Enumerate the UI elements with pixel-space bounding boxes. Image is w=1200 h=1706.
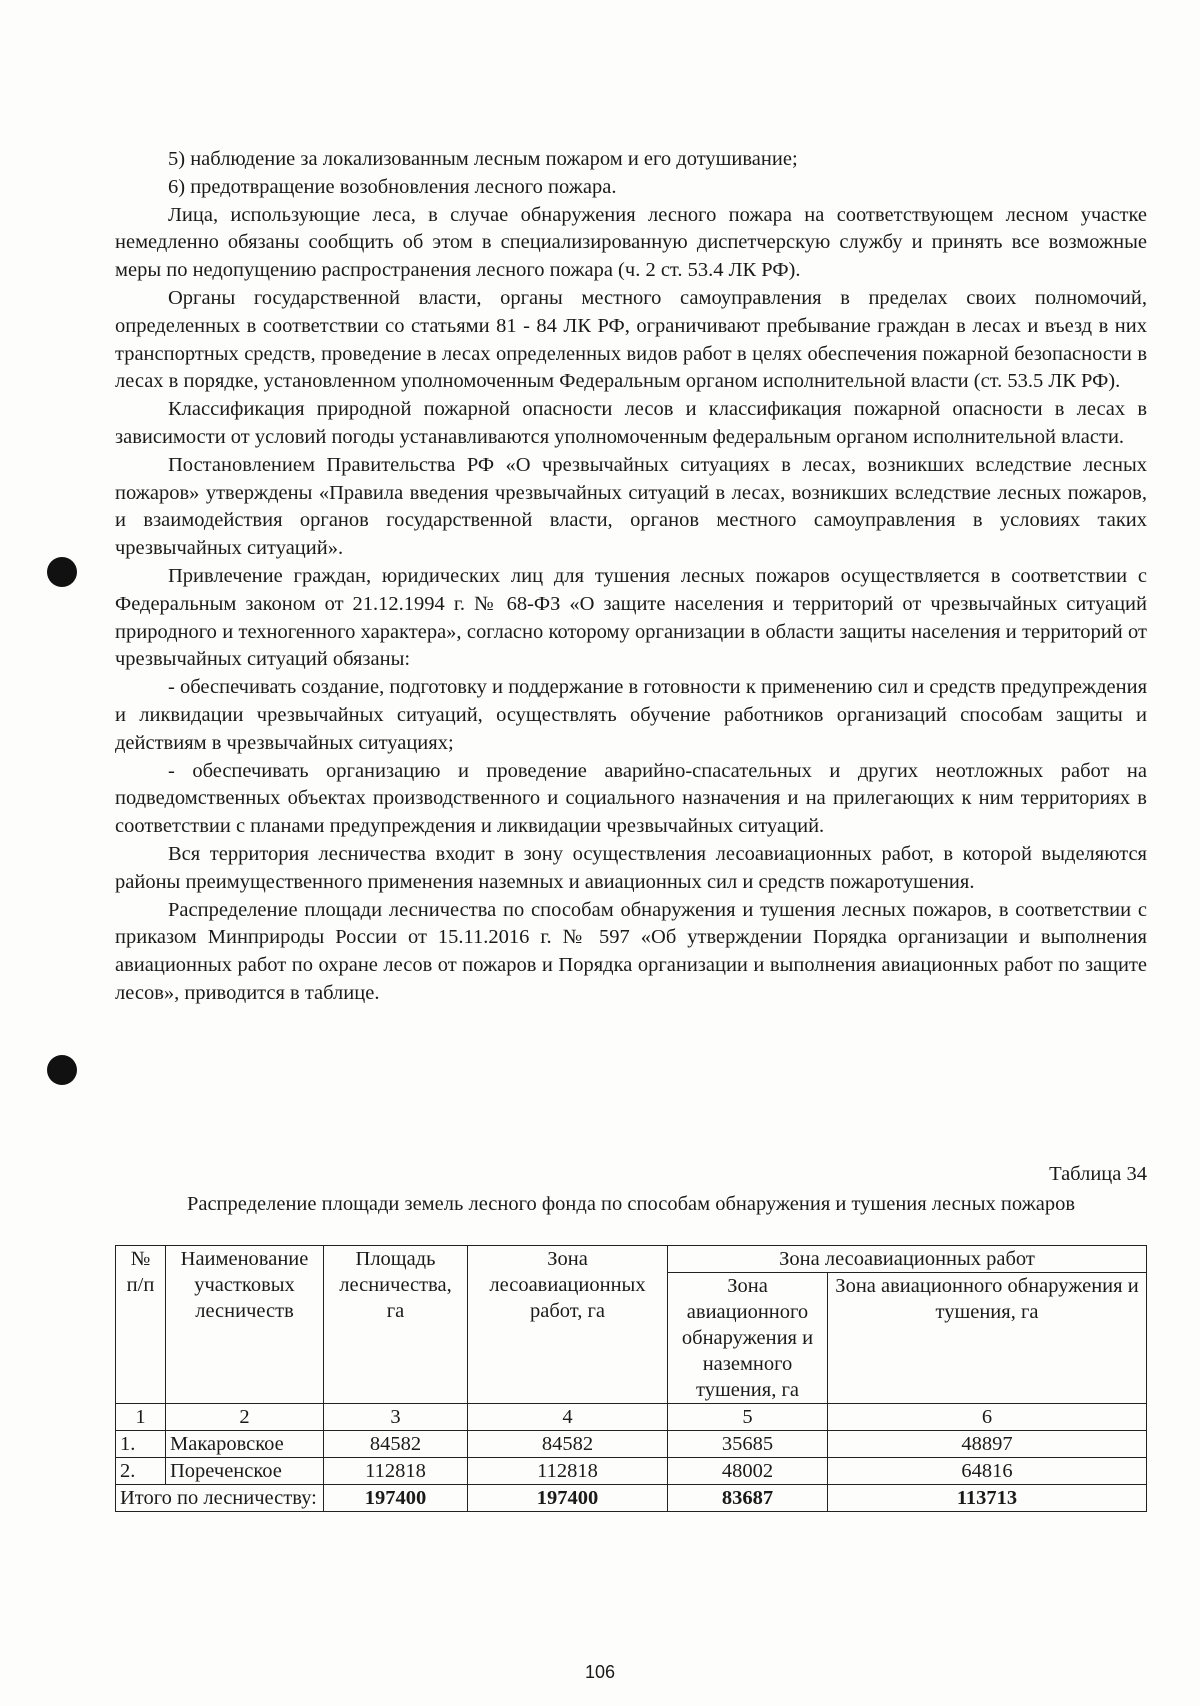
row-name: Макаровское	[166, 1431, 324, 1458]
row-area: 112818	[324, 1458, 468, 1485]
paragraph: Постановлением Правительства РФ «О чрезвычайных ситуациях в лесах, возникших вследствие лесных пожаров» утверждены «Правила введения чрезвычайных ситуаций в лесах, возникших вследствие лесных пожаров, и взаимодействия органов государственной власти, органов местного самоуправления в условиях таких чрезвычайных ситуаций».	[115, 453, 1147, 560]
header-num: № п/п	[116, 1246, 166, 1404]
header-zone-group: Зона лесоавиационных работ	[668, 1246, 1147, 1273]
paragraph: - обеспечивать организацию и проведение аварийно-спасательных и других неотложных работ на подведомственных объектах производственного и социального назначения и на прилегающих к ним территориях в соответствии с планами предупреждения и ликвидации чрезвычайных ситуаций.	[115, 759, 1147, 838]
total-zone: 197400	[468, 1485, 668, 1512]
row-zone: 84582	[468, 1431, 668, 1458]
header-name: Наименование участковых лесничеств	[166, 1246, 324, 1404]
column-number: 3	[324, 1404, 468, 1431]
table-number: Таблица 34	[1049, 1163, 1147, 1185]
paragraph: 5) наблюдение за локализованным лесным пожаром и его дотушивание;	[168, 148, 798, 170]
column-number: 6	[828, 1404, 1147, 1431]
page-number: 106	[584, 1662, 616, 1682]
row-num: 2.	[116, 1458, 166, 1485]
header-area: Площадь лесничества, га	[324, 1246, 468, 1404]
total-area: 197400	[324, 1485, 468, 1512]
row-aviation-full: 48897	[828, 1431, 1147, 1458]
total-aviation-full: 113713	[828, 1485, 1147, 1512]
paragraph: Вся территория лесничества входит в зону осуществления лесоавиационных работ, в которой выделяются районы преимущественного применения наземных и авиационных сил и средств пожаротушения.	[115, 842, 1147, 893]
row-aviation-ground: 48002	[668, 1458, 828, 1485]
paragraph: 6) предотвращение возобновления лесного пожара.	[168, 175, 617, 198]
paragraph: Распределение площади лесничества по способам обнаружения и тушения лесных пожаров, в соответствии с приказом Минприроды России от 15.11.2016 г. № 597 «Об утверждении Порядка организации и выполнения авиационных работ по охране лесов от пожаров и Порядка организации и выполнения авиационных работ по защите лесов», приводится в таблице.	[115, 898, 1147, 1004]
table-total-row	[116, 1485, 1147, 1512]
column-number: 1	[116, 1404, 166, 1431]
column-number: 5	[668, 1404, 828, 1431]
body-text	[115, 146, 1147, 1008]
punch-hole-upper	[47, 557, 77, 587]
row-area: 84582	[324, 1431, 468, 1458]
header-aviation-full: Зона авиационного обнаружения и тушения, га	[828, 1273, 1147, 1404]
column-number-row	[116, 1404, 1147, 1431]
row-aviation-ground: 35685	[668, 1431, 828, 1458]
paragraph: - обеспечивать создание, подготовку и поддержание в готовности к применению сил и средств предупреждения и ликвидации чрезвычайных ситуаций, осуществлять обучение работников организаций способам защиты и действиям в чрезвычайных ситуациях;	[115, 676, 1147, 754]
table-caption: Распределение площади земель лесного фонда по способам обнаружения и тушения лесных пожаров	[186, 1193, 1076, 1215]
header-aviation-ground: Зона авиационного обнаружения и наземного тушения, га	[668, 1273, 828, 1404]
table-row	[116, 1431, 1147, 1458]
table-header-row	[116, 1246, 1147, 1273]
header-zone: Зона лесоавиационных работ, га	[468, 1246, 668, 1404]
paragraph: Классификация природной пожарной опасности лесов и классификация пожарной опасности в лесах в зависимости от условий погоды устанавливаются уполномоченным федеральным органом исполнительной власти.	[115, 398, 1147, 448]
punch-hole-lower	[47, 1055, 77, 1085]
area-distribution-table	[115, 1245, 1147, 1512]
paragraph: Привлечение граждан, юридических лиц для тушения лесных пожаров осуществляется в соответствии с Федеральным законом от 21.12.1994 г. № 68-ФЗ «О защите населения и территорий от чрезвычайных ситуаций природного и техногенного характера», согласно которому организации в области защиты населения и территорий от чрезвычайных ситуаций обязаны:	[115, 564, 1147, 671]
paragraph: Органы государственной власти, органы местного самоуправления в пределах своих полномочий, определенных в соответствии со статьями 81 - 84 ЛК РФ, ограничивают пребывание граждан в лесах и въезд в них транспортных средств, проведение в лесах определенных видов работ в целях обеспечения пожарной безопасности в лесах в порядке, установленном уполномоченным Федеральным органом исполнительной власти (ст. 53.5 ЛК РФ).	[115, 286, 1147, 393]
row-zone: 112818	[468, 1458, 668, 1485]
row-name: Пореченское	[166, 1458, 324, 1485]
row-aviation-full: 64816	[828, 1458, 1147, 1485]
paragraph: Лица, использующие леса, в случае обнаружения лесного пожара на соответствующем лесном участке немедленно обязаны сообщить об этом в специализированную диспетчерскую службу и принять все возможные меры по недопущению распространения лесного пожара (ч. 2 ст. 53.4 ЛК РФ).	[115, 203, 1147, 282]
table-row	[116, 1458, 1147, 1485]
row-num: 1.	[116, 1431, 166, 1458]
column-number: 4	[468, 1404, 668, 1431]
total-label: Итого по лесничеству:	[116, 1485, 324, 1512]
total-aviation-ground: 83687	[668, 1485, 828, 1512]
column-number: 2	[166, 1404, 324, 1431]
